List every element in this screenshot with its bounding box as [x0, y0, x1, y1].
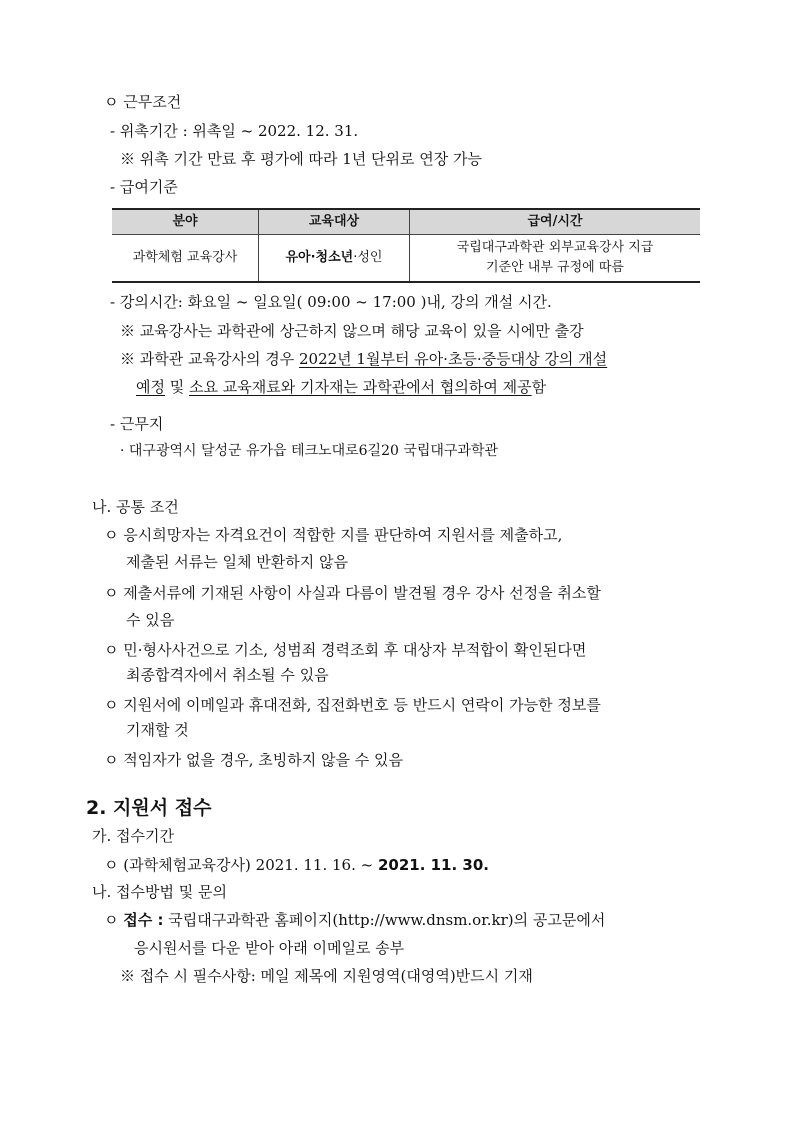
method-bullet: ㅇ [104, 911, 124, 929]
note2-underlined: 2022년 1월부터 유아·초등·중등대상 강의 개설 [298, 350, 608, 368]
common-item-1-line-1: ㅇ 응시희망자는 자격요건이 적합한 지를 판단하여 지원서를 제출하고, [104, 526, 563, 544]
common-item-4-line-2: 기재할 것 [126, 721, 189, 739]
appointment-term: - 위촉기간 : 위촉일 ~ 2022. 12. 31. [110, 122, 359, 140]
application-method-cont: 응시원서를 다운 받아 아래 이메일로 송부 [134, 939, 405, 957]
pay-standard-label: - 급여기준 [110, 178, 178, 196]
instructor-note-2-cont [136, 377, 546, 397]
pay-line-2: 기준안 내부 규정에 따름 [486, 260, 624, 275]
workplace-label: - 근무지 [110, 415, 164, 433]
note2-cont-suffix: 함 [531, 378, 547, 396]
common-item-3-line-2: 최종합격자에서 취소될 수 있음 [126, 666, 329, 684]
note2-cont-underlined-2: 소요 교육재료와 기자재는 과학관에서 협의하여 제공 [189, 378, 532, 396]
table-header-pay: 급여/시간 [410, 209, 701, 235]
table-cell-target [259, 235, 410, 283]
common-conditions-heading: 나. 공통 조건 [92, 498, 179, 516]
lecture-time: - 강의시간: 화요일 ~ 일요일( 09:00 ~ 17:00 )내, 강의 개설 시간. [110, 293, 552, 311]
application-required-note: ※ 접수 시 필수사항: 메일 제목에 지원영역(대영역)반드시 기재 [120, 967, 533, 985]
application-method [104, 910, 605, 930]
table-cell-pay [410, 235, 701, 283]
table-header-target: 교육대상 [259, 209, 410, 235]
table-cell-field: 과학체험 교육강사 [132, 250, 238, 265]
common-item-4-line-1: ㅇ 지원서에 이메일과 휴대전화, 집전화번호 등 반드시 연락이 가능한 정보를 [104, 696, 601, 714]
section-2-title: 2. 지원서 접수 [86, 797, 212, 819]
workplace-address: · 대구광역시 달성군 유가읍 테크노대로6길20 국립대구과학관 [120, 443, 498, 459]
method-heading: 나. 접수방법 및 문의 [92, 883, 227, 901]
period-heading: 가. 접수기간 [92, 827, 174, 845]
target-rest-text: ·성인 [353, 250, 383, 265]
common-item-5: ㅇ 적임자가 없을 경우, 초빙하지 않을 수 있음 [104, 751, 403, 769]
work-conditions-heading: ㅇ 근무조건 [104, 93, 182, 111]
method-label: 접수 : [123, 911, 164, 929]
table-header-row [112, 209, 700, 235]
period-end-date: 2021. 11. 30. [377, 856, 489, 874]
instructor-note-2 [120, 349, 607, 369]
target-bold-text: 유아·청소년 [285, 250, 354, 265]
note2-cont-mid: 및 [164, 378, 190, 396]
table-row [112, 235, 700, 283]
application-period [104, 855, 489, 875]
note2-prefix: ※ 과학관 교육강사의 경우 [120, 350, 299, 368]
method-text: 국립대구과학관 홈페이지(http://www.dnsm.or.kr)의 공고문에서 [163, 911, 606, 929]
note2-cont-underlined-1: 예정 [136, 378, 165, 396]
instructor-note-1: ※ 교육강사는 과학관에 상근하지 않으며 해당 교육이 있을 시에만 출강 [120, 322, 584, 340]
common-item-1-line-2: 제출된 서류는 일체 반환하지 않음 [126, 553, 348, 571]
pay-table [112, 208, 700, 283]
common-item-2-line-1: ㅇ 제출서류에 기재된 사항이 사실과 다름이 발견될 경우 강사 선정을 취소할 [104, 584, 601, 602]
appointment-term-note: ※ 위촉 기간 만료 후 평가에 따라 1년 단위로 연장 가능 [120, 150, 483, 168]
common-item-2-line-2: 수 있음 [126, 611, 175, 629]
table-header-field: 분야 [112, 209, 259, 235]
pay-line-1: 국립대구과학관 외부교육강사 지급 [456, 240, 654, 255]
common-item-3-line-1: ㅇ 민·형사사건으로 기소, 성범죄 경력조회 후 대상자 부적합이 확인된다면 [104, 641, 587, 659]
period-prefix: ㅇ (과학체험교육강사) 2021. 11. 16. ~ [104, 856, 378, 874]
